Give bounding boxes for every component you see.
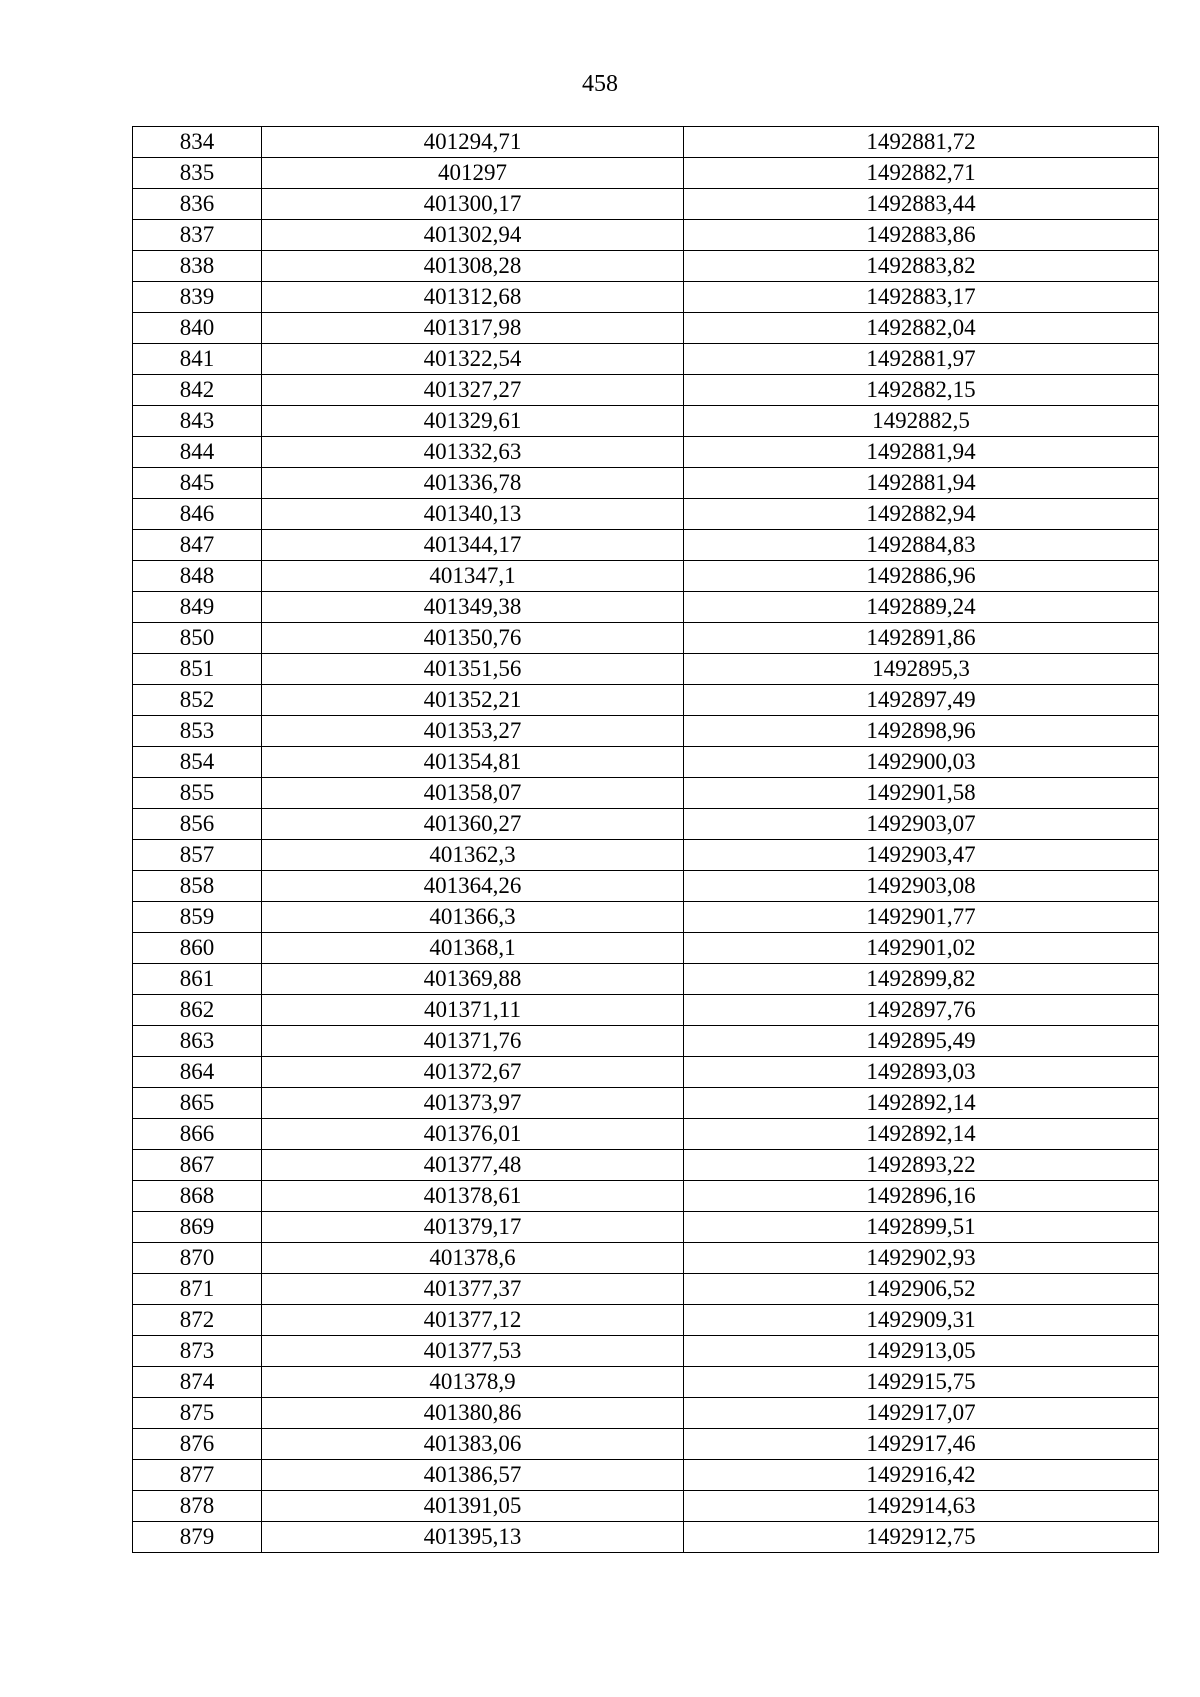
table-row	[133, 220, 1159, 251]
point-number-cell: 863	[133, 1026, 262, 1057]
table-row	[133, 344, 1159, 375]
y-coordinate-cell: 1492893,03	[684, 1057, 1159, 1088]
x-coordinate-cell: 401378,9	[262, 1367, 684, 1398]
table-row	[133, 809, 1159, 840]
y-coordinate-cell: 1492900,03	[684, 747, 1159, 778]
x-coordinate-cell: 401312,68	[262, 282, 684, 313]
y-coordinate-cell: 1492897,76	[684, 995, 1159, 1026]
point-number-cell: 868	[133, 1181, 262, 1212]
x-coordinate-cell: 401362,3	[262, 840, 684, 871]
x-coordinate-cell: 401350,76	[262, 623, 684, 654]
table-row	[133, 933, 1159, 964]
y-coordinate-cell: 1492895,49	[684, 1026, 1159, 1057]
table-row	[133, 1491, 1159, 1522]
table-row	[133, 871, 1159, 902]
table-row	[133, 654, 1159, 685]
y-coordinate-cell: 1492893,22	[684, 1150, 1159, 1181]
y-coordinate-cell: 1492892,14	[684, 1088, 1159, 1119]
coordinates-table-body	[133, 127, 1159, 1553]
x-coordinate-cell: 401358,07	[262, 778, 684, 809]
table-row	[133, 1460, 1159, 1491]
y-coordinate-cell: 1492898,96	[684, 716, 1159, 747]
point-number-cell: 840	[133, 313, 262, 344]
x-coordinate-cell: 401294,71	[262, 127, 684, 158]
table-row	[133, 995, 1159, 1026]
y-coordinate-cell: 1492897,49	[684, 685, 1159, 716]
table-row	[133, 313, 1159, 344]
x-coordinate-cell: 401308,28	[262, 251, 684, 282]
y-coordinate-cell: 1492882,5	[684, 406, 1159, 437]
y-coordinate-cell: 1492892,14	[684, 1119, 1159, 1150]
table-row	[133, 1088, 1159, 1119]
point-number-cell: 865	[133, 1088, 262, 1119]
x-coordinate-cell: 401352,21	[262, 685, 684, 716]
x-coordinate-cell: 401380,86	[262, 1398, 684, 1429]
y-coordinate-cell: 1492909,31	[684, 1305, 1159, 1336]
table-row	[133, 189, 1159, 220]
table-row	[133, 1212, 1159, 1243]
table-row	[133, 375, 1159, 406]
x-coordinate-cell: 401360,27	[262, 809, 684, 840]
table-row	[133, 530, 1159, 561]
point-number-cell: 843	[133, 406, 262, 437]
table-row	[133, 1522, 1159, 1553]
x-coordinate-cell: 401395,13	[262, 1522, 684, 1553]
x-coordinate-cell: 401377,37	[262, 1274, 684, 1305]
x-coordinate-cell: 401386,57	[262, 1460, 684, 1491]
x-coordinate-cell: 401329,61	[262, 406, 684, 437]
x-coordinate-cell: 401302,94	[262, 220, 684, 251]
table-row	[133, 1274, 1159, 1305]
point-number-cell: 842	[133, 375, 262, 406]
y-coordinate-cell: 1492883,17	[684, 282, 1159, 313]
y-coordinate-cell: 1492882,71	[684, 158, 1159, 189]
table-row	[133, 902, 1159, 933]
x-coordinate-cell: 401297	[262, 158, 684, 189]
point-number-cell: 856	[133, 809, 262, 840]
x-coordinate-cell: 401373,97	[262, 1088, 684, 1119]
x-coordinate-cell: 401377,12	[262, 1305, 684, 1336]
table-row	[133, 282, 1159, 313]
point-number-cell: 878	[133, 1491, 262, 1522]
table-row	[133, 1398, 1159, 1429]
point-number-cell: 862	[133, 995, 262, 1026]
y-coordinate-cell: 1492912,75	[684, 1522, 1159, 1553]
table-row	[133, 1181, 1159, 1212]
point-number-cell: 846	[133, 499, 262, 530]
x-coordinate-cell: 401300,17	[262, 189, 684, 220]
x-coordinate-cell: 401317,98	[262, 313, 684, 344]
table-row	[133, 1367, 1159, 1398]
y-coordinate-cell: 1492903,08	[684, 871, 1159, 902]
x-coordinate-cell: 401354,81	[262, 747, 684, 778]
point-number-cell: 855	[133, 778, 262, 809]
x-coordinate-cell: 401366,3	[262, 902, 684, 933]
point-number-cell: 866	[133, 1119, 262, 1150]
table-row	[133, 964, 1159, 995]
table-row	[133, 1119, 1159, 1150]
x-coordinate-cell: 401353,27	[262, 716, 684, 747]
point-number-cell: 852	[133, 685, 262, 716]
point-number-cell: 848	[133, 561, 262, 592]
point-number-cell: 857	[133, 840, 262, 871]
table-row	[133, 1243, 1159, 1274]
point-number-cell: 835	[133, 158, 262, 189]
point-number-cell: 850	[133, 623, 262, 654]
point-number-cell: 834	[133, 127, 262, 158]
y-coordinate-cell: 1492881,97	[684, 344, 1159, 375]
table-row	[133, 406, 1159, 437]
y-coordinate-cell: 1492886,96	[684, 561, 1159, 592]
point-number-cell: 847	[133, 530, 262, 561]
x-coordinate-cell: 401377,53	[262, 1336, 684, 1367]
y-coordinate-cell: 1492881,94	[684, 468, 1159, 499]
x-coordinate-cell: 401371,76	[262, 1026, 684, 1057]
y-coordinate-cell: 1492901,02	[684, 933, 1159, 964]
table-row	[133, 1150, 1159, 1181]
table-row	[133, 1429, 1159, 1460]
x-coordinate-cell: 401322,54	[262, 344, 684, 375]
y-coordinate-cell: 1492883,82	[684, 251, 1159, 282]
point-number-cell: 867	[133, 1150, 262, 1181]
point-number-cell: 844	[133, 437, 262, 468]
y-coordinate-cell: 1492895,3	[684, 654, 1159, 685]
point-number-cell: 849	[133, 592, 262, 623]
table-row	[133, 251, 1159, 282]
point-number-cell: 851	[133, 654, 262, 685]
point-number-cell: 873	[133, 1336, 262, 1367]
y-coordinate-cell: 1492903,47	[684, 840, 1159, 871]
point-number-cell: 860	[133, 933, 262, 964]
point-number-cell: 854	[133, 747, 262, 778]
x-coordinate-cell: 401369,88	[262, 964, 684, 995]
x-coordinate-cell: 401344,17	[262, 530, 684, 561]
x-coordinate-cell: 401368,1	[262, 933, 684, 964]
point-number-cell: 875	[133, 1398, 262, 1429]
table-row	[133, 127, 1159, 158]
x-coordinate-cell: 401340,13	[262, 499, 684, 530]
point-number-cell: 872	[133, 1305, 262, 1336]
y-coordinate-cell: 1492881,94	[684, 437, 1159, 468]
table-row	[133, 158, 1159, 189]
point-number-cell: 864	[133, 1057, 262, 1088]
table-row	[133, 561, 1159, 592]
y-coordinate-cell: 1492882,04	[684, 313, 1159, 344]
table-row	[133, 1305, 1159, 1336]
table-row	[133, 747, 1159, 778]
table-row	[133, 778, 1159, 809]
x-coordinate-cell: 401379,17	[262, 1212, 684, 1243]
y-coordinate-cell: 1492896,16	[684, 1181, 1159, 1212]
y-coordinate-cell: 1492882,94	[684, 499, 1159, 530]
point-number-cell: 874	[133, 1367, 262, 1398]
point-number-cell: 876	[133, 1429, 262, 1460]
y-coordinate-cell: 1492914,63	[684, 1491, 1159, 1522]
page-number: 458	[582, 71, 618, 97]
x-coordinate-cell: 401391,05	[262, 1491, 684, 1522]
point-number-cell: 836	[133, 189, 262, 220]
table-row	[133, 1336, 1159, 1367]
x-coordinate-cell: 401349,38	[262, 592, 684, 623]
y-coordinate-cell: 1492882,15	[684, 375, 1159, 406]
x-coordinate-cell: 401376,01	[262, 1119, 684, 1150]
x-coordinate-cell: 401327,27	[262, 375, 684, 406]
x-coordinate-cell: 401378,61	[262, 1181, 684, 1212]
y-coordinate-cell: 1492916,42	[684, 1460, 1159, 1491]
point-number-cell: 839	[133, 282, 262, 313]
y-coordinate-cell: 1492891,86	[684, 623, 1159, 654]
y-coordinate-cell: 1492889,24	[684, 592, 1159, 623]
point-number-cell: 859	[133, 902, 262, 933]
y-coordinate-cell: 1492917,07	[684, 1398, 1159, 1429]
x-coordinate-cell: 401332,63	[262, 437, 684, 468]
point-number-cell: 877	[133, 1460, 262, 1491]
y-coordinate-cell: 1492902,93	[684, 1243, 1159, 1274]
point-number-cell: 837	[133, 220, 262, 251]
y-coordinate-cell: 1492903,07	[684, 809, 1159, 840]
table-row	[133, 437, 1159, 468]
x-coordinate-cell: 401351,56	[262, 654, 684, 685]
y-coordinate-cell: 1492881,72	[684, 127, 1159, 158]
table-row	[133, 499, 1159, 530]
point-number-cell: 861	[133, 964, 262, 995]
y-coordinate-cell: 1492899,82	[684, 964, 1159, 995]
y-coordinate-cell: 1492883,86	[684, 220, 1159, 251]
y-coordinate-cell: 1492901,77	[684, 902, 1159, 933]
y-coordinate-cell: 1492901,58	[684, 778, 1159, 809]
table-row	[133, 1026, 1159, 1057]
y-coordinate-cell: 1492899,51	[684, 1212, 1159, 1243]
y-coordinate-cell: 1492884,83	[684, 530, 1159, 561]
x-coordinate-cell: 401377,48	[262, 1150, 684, 1181]
point-number-cell: 845	[133, 468, 262, 499]
y-coordinate-cell: 1492883,44	[684, 189, 1159, 220]
point-number-cell: 841	[133, 344, 262, 375]
x-coordinate-cell: 401364,26	[262, 871, 684, 902]
table-row	[133, 1057, 1159, 1088]
table-row	[133, 623, 1159, 654]
x-coordinate-cell: 401336,78	[262, 468, 684, 499]
y-coordinate-cell: 1492915,75	[684, 1367, 1159, 1398]
y-coordinate-cell: 1492913,05	[684, 1336, 1159, 1367]
point-number-cell: 870	[133, 1243, 262, 1274]
table-row	[133, 592, 1159, 623]
table-row	[133, 840, 1159, 871]
point-number-cell: 853	[133, 716, 262, 747]
x-coordinate-cell: 401371,11	[262, 995, 684, 1026]
point-number-cell: 869	[133, 1212, 262, 1243]
point-number-cell: 879	[133, 1522, 262, 1553]
x-coordinate-cell: 401383,06	[262, 1429, 684, 1460]
point-number-cell: 858	[133, 871, 262, 902]
table-row	[133, 716, 1159, 747]
point-number-cell: 871	[133, 1274, 262, 1305]
x-coordinate-cell: 401378,6	[262, 1243, 684, 1274]
y-coordinate-cell: 1492917,46	[684, 1429, 1159, 1460]
table-row	[133, 685, 1159, 716]
table-row	[133, 468, 1159, 499]
x-coordinate-cell: 401347,1	[262, 561, 684, 592]
y-coordinate-cell: 1492906,52	[684, 1274, 1159, 1305]
x-coordinate-cell: 401372,67	[262, 1057, 684, 1088]
coordinates-table	[132, 126, 1159, 1553]
point-number-cell: 838	[133, 251, 262, 282]
